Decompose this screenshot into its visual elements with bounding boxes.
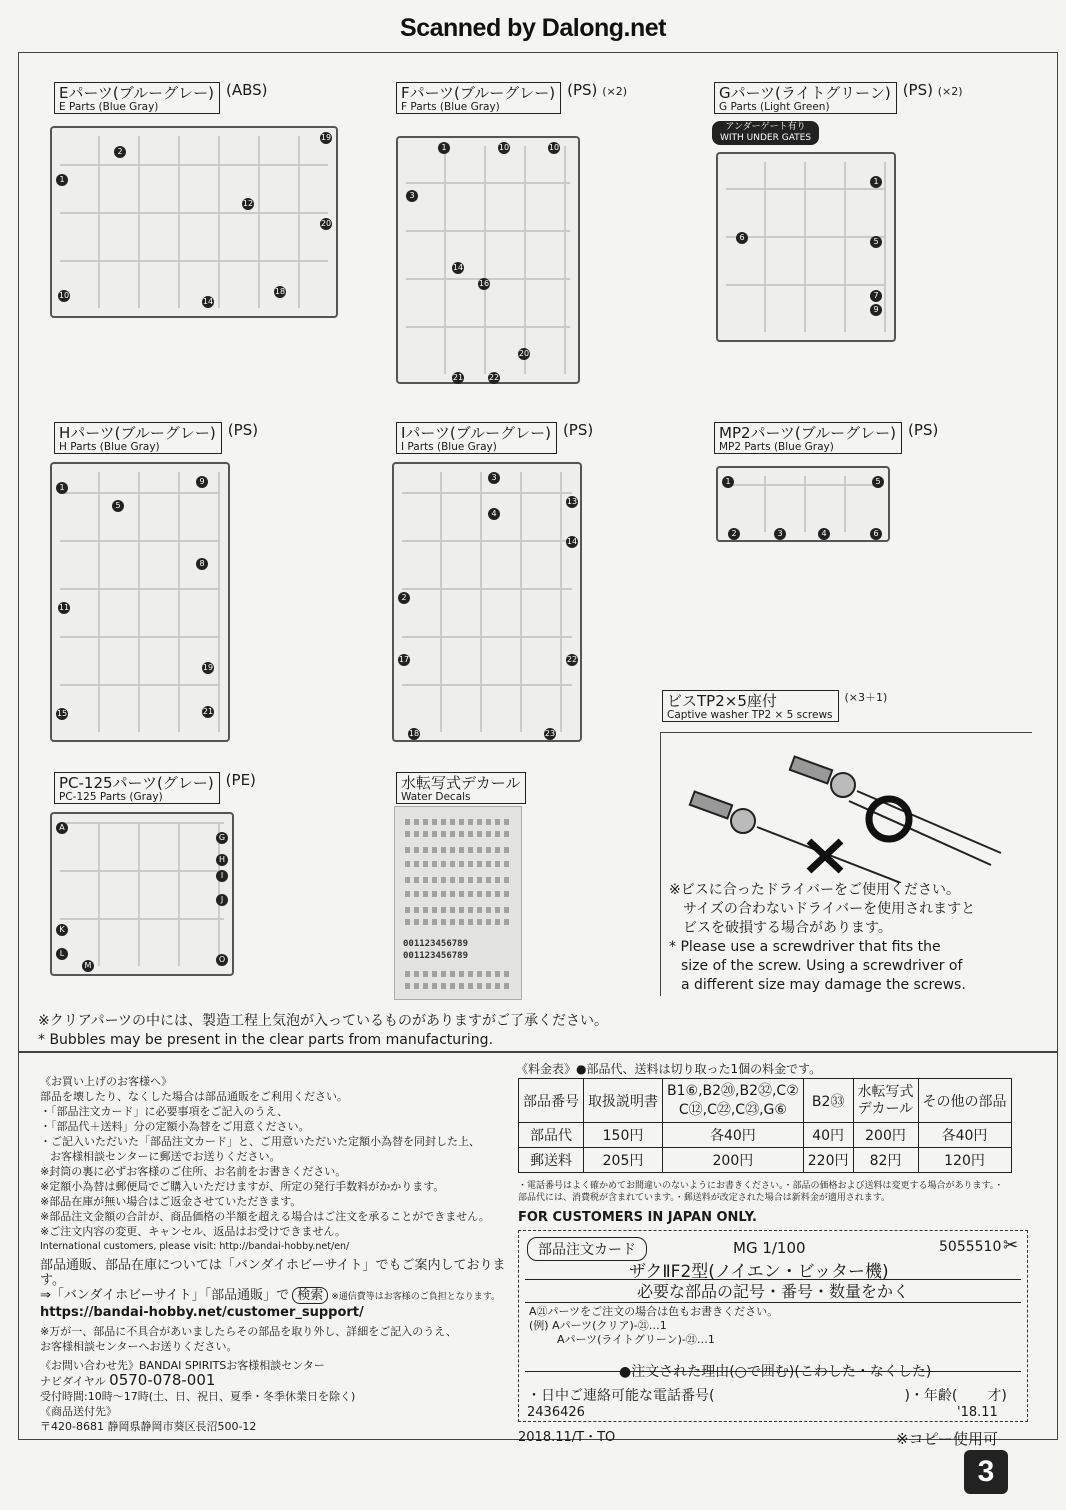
screw-note-jp-3: ビスを破損する場合があります。 (683, 920, 892, 936)
part-label-decal: 水転写式デカール Water Decals (396, 772, 526, 804)
runner-g: 1 6 5 7 9 (716, 152, 896, 342)
price-footnote: ・電話番号はよく確かめてお間違いのないようにお書きください。・部品の価格および送料は変更する場合があります。・部品代には、消費税が含まれています。・郵送料が改定された場合は新料金が適用されます。 (518, 1181, 1004, 1203)
scan-watermark: Scanned by Dalong.net (400, 14, 666, 42)
order-card-model: ザクⅡF2型(ノイエン・ビッター機) (629, 1262, 889, 1282)
part-label-f: Fパーツ(ブルーグレー) F Parts (Blue Gray) (PS) (×2) (396, 82, 627, 114)
water-decal-sheet (394, 806, 522, 1000)
part-label-g: Gパーツ(ライトグリーン) G Parts (Light Green) (PS) (×2) (714, 82, 963, 114)
page-number: 3 (964, 1450, 1008, 1494)
copy-ok: ※コピー使用可 (896, 1430, 998, 1448)
order-phone-row: ・日中ご連絡可能な電話番号( )・年齢( 才) (527, 1388, 1007, 1404)
runner-h: 1 9 5 8 11 19 21 15 (50, 462, 230, 742)
search-box: 検索 (292, 1287, 328, 1304)
order-card-code: 5055510 (939, 1239, 1002, 1255)
under-gate-badge: アンダーゲート有り WITH UNDER GATES (712, 121, 819, 145)
part-label-mp2: MP2パーツ(ブルーグレー) MP2 Parts (Blue Gray) (PS) (714, 422, 938, 454)
runner-f: 1 3 10 10 14 16 20 22 21 (396, 136, 580, 384)
screw-note-en-2: size of the screw. Using a screwdriver of (681, 958, 963, 974)
ng-cross-icon (809, 841, 841, 871)
screw-label: ビスTP2×5座付 Captive washer TP2 × 5 screws (×3＋1) (662, 690, 887, 722)
runner-i: 3 4 13 14 2 17 22 18 23 (392, 462, 582, 742)
part-label-i: Iパーツ(ブルーグレー) I Parts (Blue Gray) (PS) (396, 422, 593, 454)
order-date: '18.11 (957, 1405, 998, 1420)
part-label-h: Hパーツ(ブルーグレー) H Parts (Blue Gray) (PS) (54, 422, 258, 454)
decal-code-2: 001123456789 (403, 951, 469, 961)
order-card-instruction: 必要な部品の記号・番号・数量をかく (525, 1279, 1021, 1303)
bubble-note: ※クリアパーツの中には、製造工程上気泡が入っているものがありますがご了承ください。 * Bubbles may be present in the clear parts from manufacturing. (38, 1013, 609, 1048)
price-table: 部品番号 取扱説明書 B1⑥,B2⑳,B2㉜,C② C⑫,C㉒,C㉓,G⑥ B2㉝ 水転写式 デカール その他の部品 部品代 150円 各40円 40円 200円 各40円 郵送料 205円 200円 220円 82円 120円 (518, 1078, 1012, 1173)
order-reason: ●注文された理由(○で囲む)(こわした・なくした) (619, 1364, 932, 1380)
screw-note-en-1: * Please use a screwdriver that fits the (669, 939, 941, 955)
screw-note-en-3: a different size may damage the screws. (681, 977, 966, 993)
runner-mp2: 1 5 2 3 4 6 (716, 466, 890, 542)
screw-note-jp-1: ※ビスに合ったドライバーをご使用ください。 (669, 882, 961, 898)
print-code: 2018.11/T・TO (518, 1430, 616, 1445)
screw-panel (660, 732, 1032, 996)
part-label-e: Eパーツ(ブルーグレー) E Parts (Blue Gray) (ABS) (54, 82, 268, 114)
order-serial: 2436426 (527, 1405, 585, 1420)
customer-info: 《お買い上げのお客様へ》 部品を壊したり、なくした場合は部品通販をご利用ください。 ・「部品注文カード」に必要事項をご記入のうえ、 ・「部品代＋送料」分の定額小為替をご用意ください。 ・ご記入いただいた「部品注文カード」と、ご用意いただいた定額小為替を同封した上、 お客様相談センターに郵送でお送りください。 ※封筒の裏に必ずお客様のご住所、お名前をお書きください。 ※定額小為替は郵便局でご購入いただけますが、所定の発行手数料がかかります。 ※部品在庫が無い場合はご返金させていただきます。 ※部品注文金額の合計が、商品価格の半額を超える場合はご注文を承ることができません。 ※ご注文内容の変更、キャンセル、返品はお受けできません。 International customers, please visit: http://bandai-hobby.net/en/ 部品通販、部品在庫については「バンダイホビーサイト」でもご案内しております。 ⇒「バンダイホビーサイト」「部品通販」で 検索 ※通信費等はお客様のご負担となります。 https://bandai-hobby.net/customer_support/ ※万が一、部品に不具合があいましたらその部品を取り外し、詳細をご記入のうえ、 お客様相談センターへお送りください。 《お問い合わせ先》BANDAI SPIRITSお客様相談センター ナビダイヤル 0570-078-001 受付時間:10時～17時(土、日、祝日、夏季・冬季休業日を除く) 《商品送付先》 〒420-8681 静岡県静岡市葵区長沼500-12 (40, 1074, 510, 1434)
price-title: 《料金表》●部品代、送料は切り取った1個の料金です。 (516, 1062, 822, 1076)
order-card-notes: A㉑パーツをご注文の場合は色もお書きください。 (例) Aパーツ(クリア)-㉑…1 Aパーツ(ライトグリーン)-㉑…1 (529, 1305, 779, 1346)
runner-e: 1 2 12 19 20 10 18 14 (50, 126, 338, 318)
decal-code-1: 001123456789 (403, 939, 469, 949)
screwdriver-illustration (671, 743, 1031, 883)
runner-pc125: A G H I J K L M O (50, 812, 234, 976)
part-label-pc125: PC-125パーツ(グレー) PC-125 Parts (Gray) (PE) (54, 772, 256, 804)
support-url[interactable]: https://bandai-hobby.net/customer_support/ (40, 1305, 364, 1320)
japan-only: FOR CUSTOMERS IN JAPAN ONLY. (518, 1210, 757, 1225)
order-card-scale: MG 1/100 (733, 1239, 806, 1257)
order-card (518, 1230, 1028, 1422)
scissors-icon: ✂ (1003, 1235, 1019, 1256)
order-card-title: 部品注文カード (527, 1237, 647, 1261)
screw-note-jp-2: サイズの合わないドライバーを使用されますと (683, 901, 976, 917)
